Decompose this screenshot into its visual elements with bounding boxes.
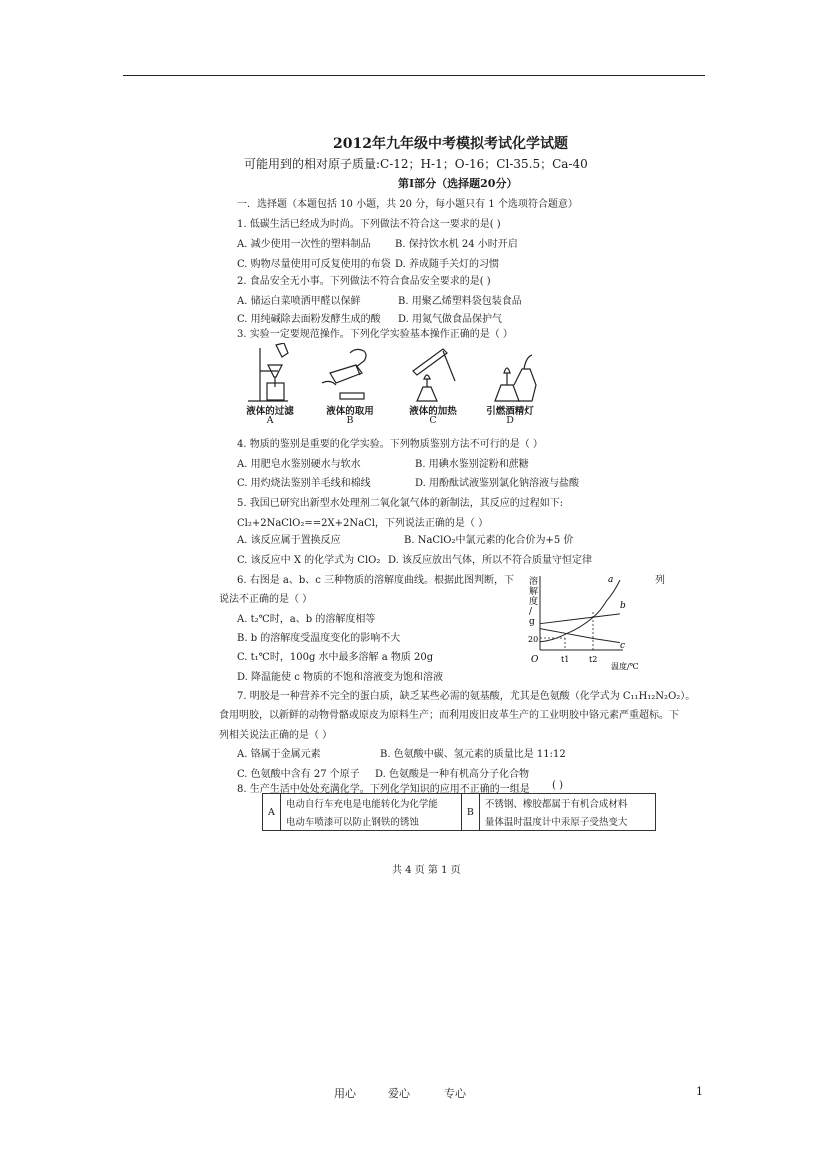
series-b-label: b xyxy=(620,601,626,611)
lab-apparatus-figure xyxy=(240,343,560,405)
q7-option-a: A. 铬属于金属元素 xyxy=(237,749,321,760)
footer-word-1: 用心 xyxy=(334,1087,356,1100)
q2-option-a: A. 储运白菜喷洒甲醛以保鲜 xyxy=(237,296,361,307)
atomic-masses: 可能用到的相对原子质量:C-12；H-1；O-16；Cl-35.5；Ca-40 xyxy=(244,157,588,171)
q6-option-c: C. t₁℃时，100g 水中最多溶解 a 物质 20g xyxy=(237,652,434,663)
q3-label-b: 液体的取用 xyxy=(326,406,374,417)
q3-letter-b: B xyxy=(346,415,354,426)
section-title: 一．选择题（本题包括 10 小题，共 20 分，每小题只有 1 个选项符合题意） xyxy=(237,199,578,210)
q3-stem: 3. 实验一定要规范操作。下列化学实验基本操作正确的是（ ） xyxy=(237,329,513,340)
series-b-line xyxy=(540,614,620,624)
page-title: 2012年九年级中考模拟考试化学试题 xyxy=(333,136,568,152)
footer-page-number: 1 xyxy=(696,1085,703,1098)
q2-option-b: B. 用聚乙烯塑料袋包装食品 xyxy=(398,296,522,307)
q4-stem: 4. 物质的鉴别是重要的化学实验。下列物质鉴别方法不可行的是（ ） xyxy=(237,439,543,450)
q1-option-a: A. 减少使用一次性的塑料制品 xyxy=(237,239,371,250)
q7-line-3: 列相关说法正确的是（ ） xyxy=(219,730,333,741)
q1-option-d: D. 养成随手关灯的习惯 xyxy=(395,259,500,270)
q6-option-a: A. t₂℃时，a、b 的溶解度相等 xyxy=(237,614,376,625)
q1-option-b: B. 保持饮水机 24 小时开启 xyxy=(395,239,518,250)
q8-paren: ( ) xyxy=(552,780,563,791)
header-rule xyxy=(123,75,705,76)
q1-option-c: C. 购物尽量使用可反复使用的布袋 xyxy=(237,259,391,270)
part-title: 第Ⅰ部分（选择题20分） xyxy=(398,177,518,190)
q7-option-b: B. 色氨酸中碳、氢元素的质量比是 11:12 xyxy=(380,749,566,760)
x-tick-t1: t1 xyxy=(561,655,570,664)
liquid-pouring-icon xyxy=(322,349,366,399)
q5-option-c: C. 该反应中 X 的化学式为 ClO₂ xyxy=(237,555,381,566)
y-tick-20: 20 xyxy=(528,635,539,644)
liquid-heating-icon xyxy=(413,349,455,401)
q3-letter-c: C xyxy=(429,415,437,426)
q7-line-2: 食用明胶，以新鲜的动物骨骼或原皮为原料生产；而利用废旧皮革生产的工业明胶中铬元素严重超标。下 xyxy=(219,710,679,721)
q3-label-d: 引燃酒精灯 xyxy=(486,406,534,417)
q6-option-d: D. 降温能使 c 物质的不饱和溶液变为饱和溶液 xyxy=(237,672,443,683)
q8-option-b-line-2: 量体温时温度计中汞原子受热变大 xyxy=(484,817,628,828)
q8-stem: 8. 生产生活中处处充满化学。下列化学知识的应用不正确的一组是 xyxy=(237,784,530,795)
q7-option-d: D. 色氨酸是一种有机高分子化合物 xyxy=(375,769,530,780)
origin-label: O xyxy=(531,655,539,665)
q5-equation: Cl₂+2NaClO₂==2X+2NaCl，下列说法正确的是（ ） xyxy=(237,518,489,529)
chart-ylabel: 溶解度/ g xyxy=(529,577,539,627)
q8-option-b-label: B xyxy=(461,794,479,831)
q5-stem: 5. 我国已研究出新型水处理剂二氧化氯气体的新制法，其反应的过程如下: xyxy=(237,498,564,509)
q8-option-a-line-1: 电动自行车充电是电能转化为化学能 xyxy=(285,799,438,810)
filtration-apparatus-icon xyxy=(248,343,288,401)
q8-option-a-line-2: 电动车喷漆可以防止钢铁的锈蚀 xyxy=(285,817,419,828)
q4-option-a: A. 用肥皂水鉴别硬水与软水 xyxy=(237,459,361,470)
q3-letter-d: D xyxy=(506,415,514,426)
q5-option-a: A. 该反应属于置换反应 xyxy=(237,535,341,546)
q7-line-1: 7. 明胶是一种营养不完全的蛋白质，缺乏某些必需的氨基酸，尤其是色氨酸（化学式为 C₁₁H₁₂N₂O₂）。 xyxy=(237,691,696,702)
series-c-line xyxy=(540,629,620,643)
q1-stem: 1. 低碳生活已经成为时尚。下列做法不符合这一要求的是( ) xyxy=(237,219,501,230)
q5-option-d: D. 该反应放出气体，所以不符合质量守恒定律 xyxy=(388,555,593,566)
q8-options-table xyxy=(262,793,656,831)
series-a-line xyxy=(540,580,620,642)
footer-word-3: 专心 xyxy=(444,1087,466,1100)
series-a-label: a xyxy=(608,575,614,585)
series-c-label: c xyxy=(620,641,626,651)
q4-option-c: C. 用灼烧法鉴别羊毛线和棉线 xyxy=(237,478,371,489)
q3-label-c: 液体的加热 xyxy=(409,406,457,417)
q4-option-d: D. 用酚酞试液鉴别氯化钠溶液与盐酸 xyxy=(415,478,580,489)
q6-stem-tail: 列 xyxy=(655,575,665,586)
q6-stem: 6. 右图是 a、b、c 三种物质的溶解度曲线。根据此图判断，下 xyxy=(237,575,515,586)
q8-option-b-cell xyxy=(479,794,655,831)
q2-option-c: C. 用纯碱除去面粉发酵生成的酸 xyxy=(237,314,381,325)
q2-option-d: D. 用氮气做食品保护气 xyxy=(398,314,503,325)
q8-option-a-label: A xyxy=(263,794,281,831)
alcohol-lamp-icon xyxy=(495,355,536,401)
x-tick-t2: t2 xyxy=(589,655,598,664)
page-count: 共 4 页 第 1 页 xyxy=(392,865,461,876)
solubility-chart xyxy=(525,572,655,670)
q6-option-b: B. b 的溶解度受温度变化的影响不大 xyxy=(237,633,401,644)
q8-option-a-cell xyxy=(280,794,461,831)
q3-label-a: 液体的过滤 xyxy=(246,406,294,417)
q6-stem-2: 说法不正确的是（ ） xyxy=(219,594,313,605)
footer-word-2: 爱心 xyxy=(388,1087,410,1100)
q4-option-b: B. 用碘水鉴别淀粉和蔗糖 xyxy=(415,459,529,470)
q3-letter-a: A xyxy=(266,415,274,426)
q8-option-b-line-1: 不锈钢、橡胶都属于有机合成材料 xyxy=(484,799,628,810)
q2-stem: 2. 食品安全无小事。下列做法不符合食品安全要求的是( ) xyxy=(237,276,491,287)
q5-option-b: B. NaClO₂中氯元素的化合价为+5 价 xyxy=(404,535,574,546)
chart-xlabel: 温度/℃ xyxy=(611,662,639,670)
q7-option-c: C. 色氨酸中含有 27 个原子 xyxy=(237,769,360,780)
